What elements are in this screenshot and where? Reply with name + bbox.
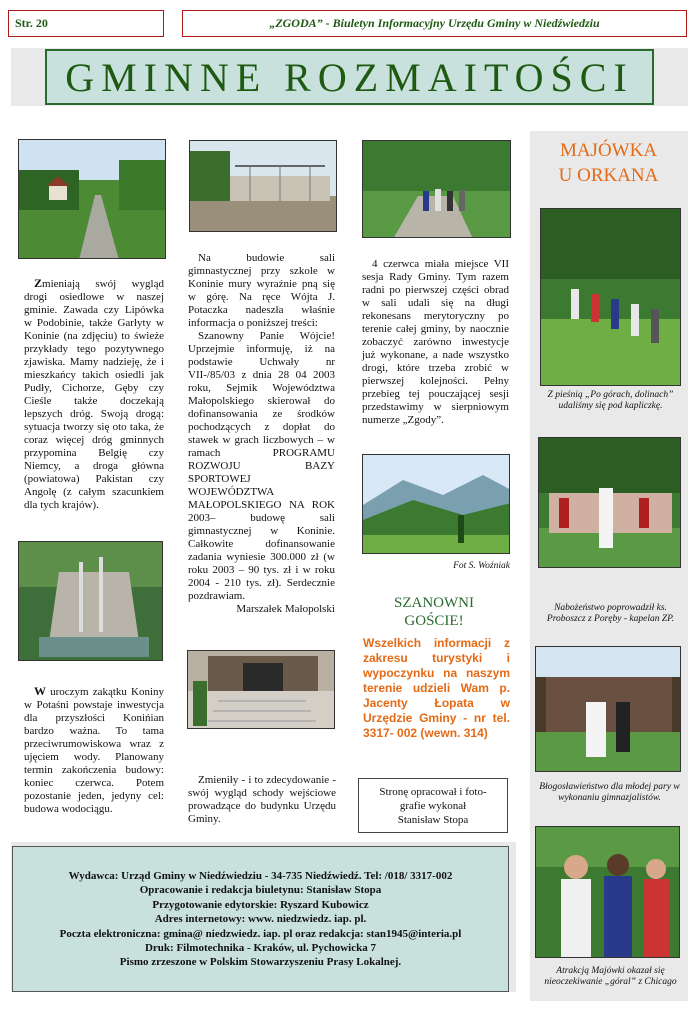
article-council-text: 4 czerwca miała miejsce VII sesja Rady Gminy. Tym razem radni po pierwszej części obrad w sali udali się na długi rekonesans merytoryczny po terenie całej gminy, by naocznie zobaczyć zarówno inwestycje już wykonane, a nade wszystko drogi, które trzeba zrobić w pierwszej kolejności. Pełny przebieg tej pouczającej sesji przedstawimy w sierpniowym numerze „Zgody”. [362,258,509,426]
greeting-title [368,594,500,630]
photo-highlander-chicago [535,826,680,958]
section-banner [45,49,654,105]
caption-highlander: Atrakcją Majówki okazał się nieoczekiwanie „góral” z Chicago [544,966,677,987]
publisher-footer [12,846,509,992]
footer-printer: Druk: Filmotechnika - Kraków, ul. Pychowicka 7 [144,942,376,955]
article-gym [188,252,335,616]
footer-email: Poczta elektroniczna: gmina@ niedzwiedz. iap. pl oraz redakcja: stan1945@interia.pl [59,927,462,940]
article-roads-text: mieniają swój wygląd drogi osiedlowe w naszej gminie. Zawada czy Lipówka w Podobinie, także Garłyty w Koninie (na zdjęciu) to świeże przykłady tego pozytywnego zjawiska. Mamy nadzieję, że i mieszkańcy takich osiedli jak Pudły, Cichorze, Gęby czy Cieśle także doczekają lepszych dróg. Swoją drogą: sytuacja tworzy się oto taka, że coraz więcej dróg gminnych przypomina Belgię czy Niemcy, a droga główna (powiatowa) Pakistan czy Angolę (z całym szacunkiem dla tych krajów). [24,278,164,511]
footer-publisher: Wydawca: Urząd Gminy w Niedźwiedziu - 34-735 Niedźwiedź. Tel: /018/ 3317-002 [68,870,453,882]
caption-wedding: Błogosławieństwo dla młodej pary w wykonaniu gimnazjalistów. [539,782,680,803]
bulletin-title: „ZGODA” - Biuletyn Informacyjny Urzędu Gminy w Niedźwiedziu [269,16,600,30]
credit-line2: grafie wykonał [399,800,467,812]
credit-line3: Stanisław Stopa [397,814,469,826]
page-number-box [8,10,164,37]
letter-signature: Marszałek Małopolski [236,603,335,615]
photo-village-road [18,139,166,259]
majowka-title-line1: MAJÓWKA [559,140,658,161]
majowka-title [538,138,679,188]
article-roads [24,277,164,512]
caption-procession: Z pieśnią „Po górach, dolinach” udaliśmy się pod kapliczkę. [547,390,674,411]
bulletin-title-box [182,10,687,37]
photo-mass [538,437,681,568]
footer-layout: Przygotowanie edytorskie: Ryszard Kubowicz [152,898,369,911]
majowka-title-line2: U ORKANA [558,165,659,186]
dropcap-w: W [34,684,46,698]
article-dam [24,685,164,816]
dropcap-z: Z [34,276,43,290]
article-stairs [188,774,336,826]
greeting-body: Wszelkich informacji z zakresu turystyki i wypoczynku na naszym terenie udzieli Wam p. Jacenty Łopata w Urzędzie Gminy - nr tel. 3317- 002 (wewn. 314) [363,636,510,740]
page-number: Str. 20 [15,16,48,30]
photo-mountain-landscape [362,454,510,554]
photo-wedding-blessing [535,646,681,772]
article-gym-intro: Na budowie sali gimnastycznej przy szkole w Koninie mury wyraźnie pną się w górę. Na ręce Wójta J. Potaczka nadeszła właśnie informacja o poniższej treści: [188,252,335,329]
photo-dam-construction [18,541,163,661]
photo-council-inspection [362,140,511,238]
caption-mass: Nabożeństwo poprowadził ks. Proboszcz z Poręby - kapelan ZP. [546,603,675,624]
article-gym-letter: Szanowny Panie Wójcie! Uprzejmie informuję, iż na podstawie Uchwały nr VII-/85/03 z dnia 28 04 2003 roku, Sejmik Województwa Małopolskiego skierował do dofinansowania ze środków pochodzących z dopłat do stawek w grach liczbowych – w ramach PROGRAMU ROZWOJU BAZY SPORTOWEJ WOJEWÓDZTWA MAŁOPOLSKIEGO NA ROK 2003– budowę sali gimnastycznej w Koninie. Całkowite dofinansowanie zadania wyniesie 300.000 zł (w roku 2003 – 90 tys. zł i w roku 2004 - 210 tys. zł). Serdecznie pozdrawiam. [188,330,335,602]
footer-website: Adres internetowy: www. niedzwiedz. iap. pl. [154,913,367,926]
photo-procession [540,208,681,386]
section-title: GMINNE ROZMAITOŚCI [65,55,634,100]
footer-editor: Opracowanie i redakcja biuletynu: Stanisław Stopa [139,884,382,897]
page-credit-box [358,778,508,833]
photo-office-stairs [187,650,335,729]
greeting-title-line2: GOŚCIE! [404,613,464,629]
greeting-title-line1: SZANOWNI [394,595,474,611]
article-stairs-text: Zmieniły - i to zdecydowanie - swój wygląd schody wejściowe prowadzące do budynku Urzędu Gminy. [188,774,336,825]
article-council-session [362,258,509,427]
photo-credit: Fot S. Woźniak [453,561,510,571]
credit-line1: Stronę opracował i foto- [379,786,487,798]
article-dam-text: uroczym zakątku Koniny w Potaśni powstaje inwestycja dla przyszłości Konińian bardzo ważna. To tama przeciwrumowiskowa wraz z ujęciem wody. Planowany termin zakończenia budowy: koniec czerwca. Potem pozostanie jeden, jedyny cel: budowa wodociągu. [24,686,164,815]
photo-gym-construction [189,140,337,232]
footer-association: Pismo zrzeszone w Polskim Stowarzyszeniu Prasy Lokalnej. [119,956,402,969]
